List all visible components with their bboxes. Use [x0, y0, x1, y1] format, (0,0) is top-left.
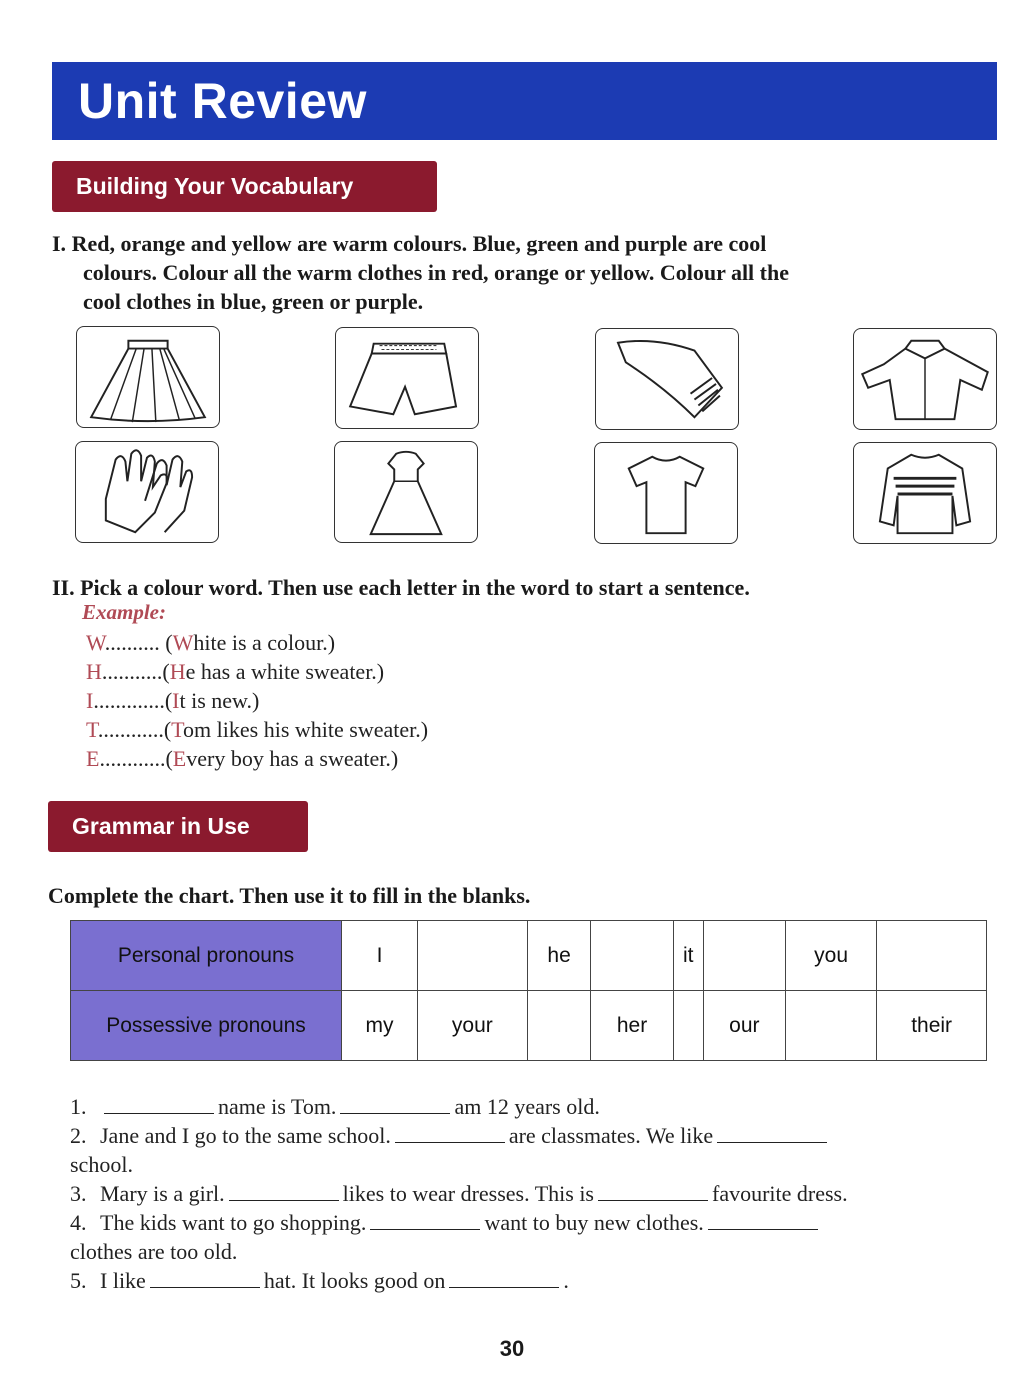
answer-blank[interactable]	[598, 1182, 708, 1201]
dress-box[interactable]	[334, 441, 478, 543]
item-text: am 12 years old.	[454, 1094, 600, 1119]
instruction-1-number: I.	[52, 231, 67, 256]
item-text: school.	[70, 1152, 133, 1177]
item-text: Mary is a girl.	[100, 1181, 225, 1206]
example-word-start: E	[172, 746, 187, 771]
example-dots: ............	[99, 746, 166, 771]
item-text: favourite dress.	[712, 1181, 848, 1206]
table-row	[71, 921, 987, 991]
table-cell[interactable]	[785, 991, 876, 1061]
section-header-grammar: Grammar in Use	[48, 801, 308, 852]
example-rest: very boy has a sweater.)	[186, 746, 399, 771]
exercise-item-continued	[70, 1150, 990, 1179]
unit-banner	[52, 62, 997, 140]
exercise-item	[70, 1121, 990, 1150]
table-cell[interactable]: your	[417, 991, 527, 1061]
shorts-icon	[336, 328, 478, 428]
example-rest: hite is a colour.)	[193, 630, 336, 655]
instruction-2: II. Pick a colour word. Then use each letter in the word to start a sentence.	[52, 575, 750, 600]
example-rest: t is new.)	[179, 688, 260, 713]
answer-blank[interactable]	[340, 1095, 450, 1114]
example-dots: ...........	[101, 659, 163, 684]
example-rest: e has a white sweater.)	[185, 659, 385, 684]
example-word-start: H	[169, 659, 186, 684]
tshirt-box[interactable]	[594, 442, 738, 544]
pronoun-table	[70, 920, 987, 1061]
example-line	[86, 686, 428, 715]
exercise-item-continued	[70, 1237, 990, 1266]
table-cell[interactable]: our	[703, 991, 785, 1061]
table-cell[interactable]: he	[527, 921, 591, 991]
page-title: Unit Review	[78, 73, 367, 129]
instruction-1-line2: colours. Colour all the warm clothes in red, orange or yellow. Colour all the	[83, 260, 789, 285]
example-line	[86, 715, 428, 744]
answer-blank[interactable]	[229, 1182, 339, 1201]
table-cell[interactable]: I	[342, 921, 418, 991]
item-text: clothes are too old.	[70, 1239, 238, 1264]
table-cell[interactable]	[703, 921, 785, 991]
sweater-box[interactable]	[853, 442, 997, 544]
answer-blank[interactable]	[104, 1095, 214, 1114]
fill-in-exercise	[70, 1092, 990, 1295]
instruction-1-line1: Red, orange and yellow are warm colours. Blue, green and purple are cool	[71, 231, 767, 256]
shorts-box[interactable]	[335, 327, 479, 429]
example-line	[86, 657, 428, 686]
jacket-icon	[854, 329, 996, 429]
gloves-box[interactable]	[75, 441, 219, 543]
exercise-item	[70, 1092, 990, 1121]
item-number: 4.	[70, 1210, 87, 1235]
exercise-item	[70, 1266, 990, 1295]
skirt-box[interactable]	[76, 326, 220, 428]
table-cell[interactable]	[417, 921, 527, 991]
item-number: 3.	[70, 1181, 87, 1206]
example-letter: H	[86, 659, 102, 684]
gloves-icon	[76, 442, 218, 542]
item-number: 5.	[70, 1268, 87, 1293]
item-number: 1.	[70, 1094, 87, 1119]
answer-blank[interactable]	[370, 1211, 480, 1230]
item-text: Jane and I go to the same school.	[100, 1123, 391, 1148]
item-text: The kids want to go shopping.	[100, 1210, 367, 1235]
table-cell[interactable]: it	[673, 921, 703, 991]
example-rest: om likes his white sweater.)	[183, 717, 429, 742]
table-cell[interactable]	[673, 991, 703, 1061]
table-cell[interactable]: you	[785, 921, 876, 991]
table-row	[71, 991, 987, 1061]
answer-blank[interactable]	[449, 1269, 559, 1288]
example-open: (	[162, 659, 170, 684]
page-number: 30	[499, 1336, 525, 1361]
example-letter: I	[86, 688, 94, 713]
table-cell[interactable]: my	[342, 991, 418, 1061]
example-open: (	[163, 717, 172, 742]
example-letter: W	[86, 630, 105, 655]
item-text: name is Tom.	[218, 1094, 337, 1119]
example-dots: .............	[93, 688, 165, 713]
item-text: are classmates. We like	[508, 1123, 714, 1148]
scarf-icon	[596, 329, 738, 429]
answer-blank[interactable]	[395, 1124, 505, 1143]
example-word-start: I	[172, 688, 180, 713]
answer-blank[interactable]	[708, 1211, 818, 1230]
answer-blank[interactable]	[150, 1269, 260, 1288]
skirt-icon	[77, 327, 219, 427]
row-header-possessive: Possessive pronouns	[71, 991, 342, 1061]
jacket-box[interactable]	[853, 328, 997, 430]
table-cell[interactable]: her	[591, 991, 673, 1061]
instruction-1-line3: cool clothes in blue, green or purple.	[83, 289, 424, 314]
example-line	[86, 744, 428, 773]
item-text: .	[563, 1268, 569, 1293]
tshirt-icon	[595, 443, 737, 543]
table-cell[interactable]	[591, 921, 673, 991]
answer-blank[interactable]	[717, 1124, 827, 1143]
table-cell[interactable]	[527, 991, 591, 1061]
example-letter: T	[86, 717, 98, 742]
item-text: want to buy new clothes.	[484, 1210, 704, 1235]
example-letter: E	[86, 746, 100, 771]
example-word-start: T	[171, 717, 184, 742]
example-open: (	[164, 688, 173, 713]
example-open: (	[165, 746, 173, 771]
item-text: I like	[100, 1268, 146, 1293]
exercise-item	[70, 1208, 990, 1237]
scarf-box[interactable]	[595, 328, 739, 430]
instruction-1	[52, 229, 992, 316]
example-word-start: W	[172, 630, 194, 655]
instruction-3: Complete the chart. Then use it to fill in the blanks.	[48, 883, 531, 908]
item-number: 2.	[70, 1123, 87, 1148]
table-cell[interactable]	[877, 921, 987, 991]
example-lines	[86, 628, 428, 773]
example-dots: ..........	[104, 630, 160, 655]
section-header-vocabulary: Building Your Vocabulary	[52, 161, 437, 212]
sweater-icon	[854, 443, 996, 543]
item-text: hat. It looks good on	[263, 1268, 446, 1293]
table-cell[interactable]: their	[877, 991, 987, 1061]
example-label: Example:	[82, 600, 166, 624]
row-header-personal: Personal pronouns	[71, 921, 342, 991]
example-dots: ............	[97, 717, 164, 742]
dress-icon	[335, 442, 477, 542]
example-open: (	[159, 630, 173, 655]
exercise-item	[70, 1179, 990, 1208]
item-text: likes to wear dresses. This is	[342, 1181, 594, 1206]
example-line	[86, 628, 428, 657]
